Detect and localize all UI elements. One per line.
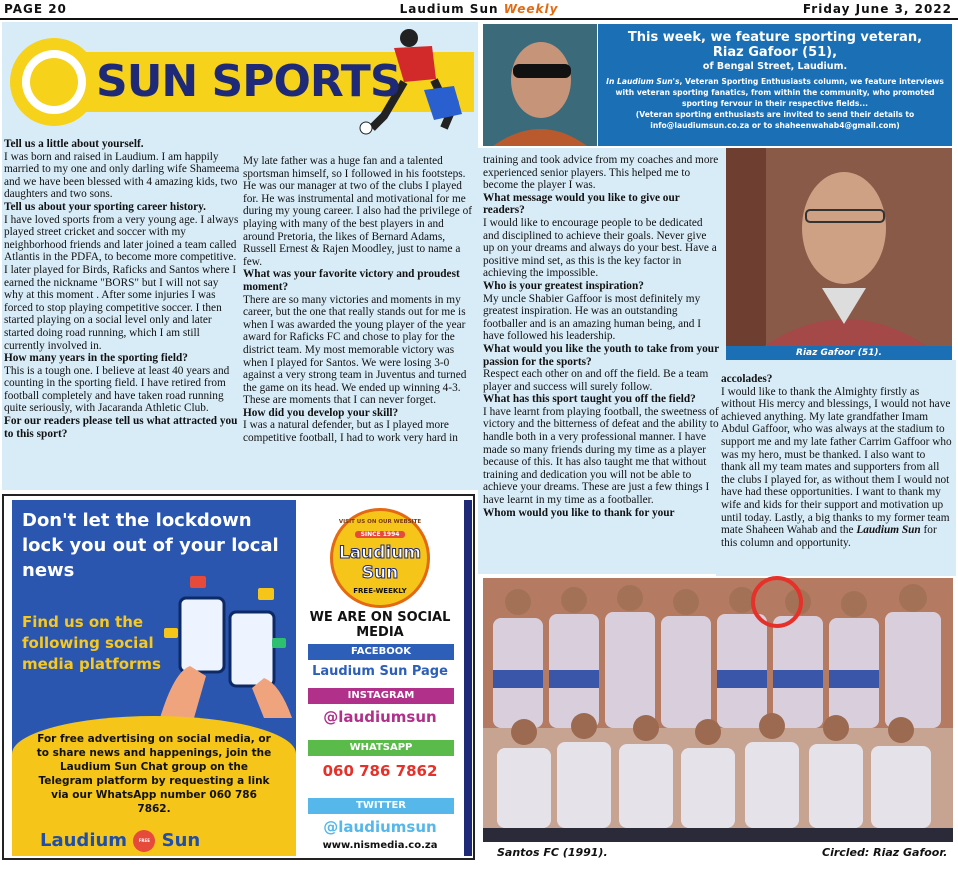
interview-answer: I was a natural defender, but as I played more competitive football, I had to work very hard in	[243, 419, 458, 445]
laudium-sun-seal	[330, 508, 430, 608]
seal-bottom: FREE-WEEKLY	[353, 587, 407, 595]
article-column-2	[243, 155, 475, 445]
feature-name: Riaz Gafoor (51),	[712, 45, 838, 60]
team-image	[483, 578, 953, 842]
page-number: PAGE 20	[4, 2, 67, 16]
masthead-name: Laudium Sun	[399, 2, 499, 16]
interview-answer: This is a tough one. I believe at least 40 years and counting in the sporting field. I have retired from football completely and have taken road running quite seriously, with Jacaranda Athletic Club.	[4, 364, 230, 415]
feature-address: of Bengal Street, Laudium.	[702, 61, 848, 72]
seal-top: VISIT US ON OUR WEBSITE	[338, 519, 422, 525]
interview-answer: There are so many victories and moments in my career, but the one that really stands out for me is when I was awarded the young player of the year award for Raficks FC and chose to play for the district team. My most memorable victory was when I played for Santos. We were losing 3-0 against a very strong team in Juventus and turned the game on its head. We ended up winning 4-3. These are moments that I can never forget.	[243, 293, 467, 407]
feature-box	[598, 24, 952, 146]
advert-brand-badge: FREE WEEKLY	[133, 830, 155, 852]
interview-question: How many years in the sporting field?	[4, 352, 188, 365]
interview-answer: I have learnt from playing football, the sweetness of victory and the bitterness of defeat and the ability to handle both in a very professional manner. I have made so many friends during my time as a player because of this. It has also taught me that without training and dedication you will not be able to achieve your dreams. These are just a few things I have learnt in my time as a footballer.	[483, 405, 719, 507]
whatsapp-value[interactable]: 060 786 7862	[322, 762, 438, 780]
interview-question: What message would you like to give our readers?	[483, 191, 680, 217]
advert-brand	[40, 830, 201, 865]
newspaper-name: Laudium Sun	[856, 524, 921, 537]
advert-yellow-panel	[12, 716, 296, 865]
interview-answer: My late father was a huge fan and a talented sportsman himself, so I followed in his footsteps. He was our manager at two of the clubs I played for. He was instrumental and motivational for me during my young career. I also had the privilege of playing with many of the best players in and around Pretoria, the likes of Bernard Adams, Russell Ernest & Rajen Moodley, just to name a few.	[243, 155, 473, 268]
interview-question: Tell us a little about yourself.	[4, 138, 144, 150]
masthead-weekly: Weekly	[503, 2, 559, 16]
interview-question: Tell us about your sporting career history.	[4, 200, 207, 213]
seal-name2: Sun	[361, 563, 399, 583]
facebook-value[interactable]: Laudium Sun Page	[312, 664, 448, 679]
sun-sports-logo	[4, 24, 474, 139]
page-header	[0, 0, 958, 18]
article-column-1	[4, 138, 240, 440]
portrait-image	[483, 24, 597, 146]
advert-headline: Don't let the lockdown lock you out of your local news	[22, 510, 279, 581]
instagram-label: INSTAGRAM	[308, 688, 454, 704]
feature-line1: This week, we feature sporting veteran,	[627, 30, 923, 45]
interview-answer: Respect each other on and off the field. Be a team player and success will surely follow.	[483, 368, 709, 393]
interview-question: accolades?	[721, 373, 773, 385]
team-caption-left: Santos FC (1991).	[497, 846, 608, 859]
portrait-photo	[483, 24, 597, 146]
facebook-label: FACEBOOK	[308, 644, 454, 660]
twitter-value[interactable]: @laudiumsun	[323, 818, 437, 836]
riaz-image	[726, 148, 952, 360]
advert-edge-bar	[464, 500, 472, 856]
advert-brand-left: Laudium	[40, 830, 128, 851]
interview-question: Who is your greatest inspiration?	[483, 279, 644, 292]
interview-question: What has this sport taught you off the field?	[483, 393, 696, 406]
instagram-value[interactable]: @laudiumsun	[323, 708, 437, 726]
seal-name	[333, 543, 427, 583]
interview-answer: My uncle Shabier Gaffoor is most definitely my greatest inspiration. He was an outstanding footballer and is an amazing human being, and I have followed his leadership.	[483, 292, 702, 343]
twitter-label: TWITTER	[308, 798, 454, 814]
lockdown-advert	[2, 494, 475, 865]
interview-answer: training and took advice from my coaches and more experienced senior players. This helped me to become the player I was.	[483, 154, 719, 192]
header-rule	[0, 18, 958, 20]
interview-question: Whom would you like to thank for your	[483, 506, 675, 519]
issue-date: Friday June 3, 2022	[802, 2, 952, 16]
team-photo	[483, 578, 953, 842]
social-title: WE ARE ON SOCIAL MEDIA	[309, 610, 451, 640]
riaz-photo	[726, 148, 952, 360]
feature-invite: (Veteran sporting enthusiasts are invited to send their details to info@laudiumsun.co.za or to shaheenwahab4@gmail.com)	[635, 110, 915, 130]
advert-website[interactable]: www.nismedia.co.za	[322, 840, 438, 851]
interview-question: What was your favorite victory and proudest moment?	[243, 268, 460, 293]
interview-answer: I have loved sports from a very young age. I always played street cricket and soccer with my neighborhood friends and later joined a team called Atlantis in the PDFA, to become more competitive. I later played for Birds, Raficks and Santos where I earned the nickname "BORS" but I will not say why at this moment . After some injuries I was forced to stop playing competitive soccer. I then started playing on a social level only and later started doing road running, which I am still currently involved in.	[4, 213, 239, 352]
logo-text: SUN SPORTS	[96, 56, 401, 107]
seal-since: SINCE 1994	[355, 531, 405, 538]
feature-intro-text: , Veteran Sporting Enthusiasts column, we feature interviews with veteran sporting fanatics, from within the community, who promoted sporting fervour in their respective fields...	[615, 77, 944, 108]
interview-question: For our readers please tell us what attracted you to this sport?	[4, 415, 238, 440]
interview-question: How did you develop your skill?	[243, 406, 399, 419]
article-column-4	[721, 373, 953, 549]
interview-answer: I was born and raised in Laudium. I am happily married to my one and only darling wife Shameema and we have been blessed with 4 amazing kids, two daughters and two sons.	[4, 150, 240, 201]
phones-illustration	[160, 568, 292, 718]
advert-subhead: Find us on the following social media platforms	[22, 613, 161, 673]
interview-answer: I would like to encourage people to be dedicated and disciplined to achieve their goals. Never give up on your dreams and always do your best. Have a positive mind set, as this is the key factor in achieving the impossible.	[483, 216, 717, 280]
interview-question: What would you like the youth to take from your passion for the sports?	[483, 342, 719, 368]
interview-answer: I would like to thank the Almighty firstly as without His mercy and blessings, I would not have achieved anything. My late grandfather Imam Abdul Gaffoor, who was always at the stadium to support me and my late father Carrim Gaffoor who was my hero, must be thanked. I also want to thank all my team mates and supporters from all the clubs I played for, as without them I would not have had these opportunities. I want to thank my wife and kids for their support and motivation up until today. Lastly, a big thanks to my former team mate Shaheen Wahab and the Laudium Sun for this column and opportunity.	[721, 385, 952, 549]
advert-right-panel	[296, 500, 464, 856]
advert-brand-right: Sun	[161, 830, 201, 851]
advert-body: For free advertising on social media, or to share news and happenings, join the Laudium Sun Chat group on the Telegram platform by requesting a link via our WhatsApp number 060 786 7862.	[36, 733, 272, 815]
team-caption-right: Circled: Riaz Gafoor.	[822, 846, 948, 859]
seal-name1: Laudium	[338, 543, 422, 563]
feature-intro-paper: In Laudium Sun's	[606, 77, 680, 86]
article-column-3	[483, 154, 719, 519]
whatsapp-label: WHATSAPP	[308, 740, 454, 756]
riaz-caption: Riaz Gafoor (51).	[726, 346, 952, 360]
feature-intro	[606, 76, 944, 109]
advert-left-panel	[12, 500, 296, 865]
